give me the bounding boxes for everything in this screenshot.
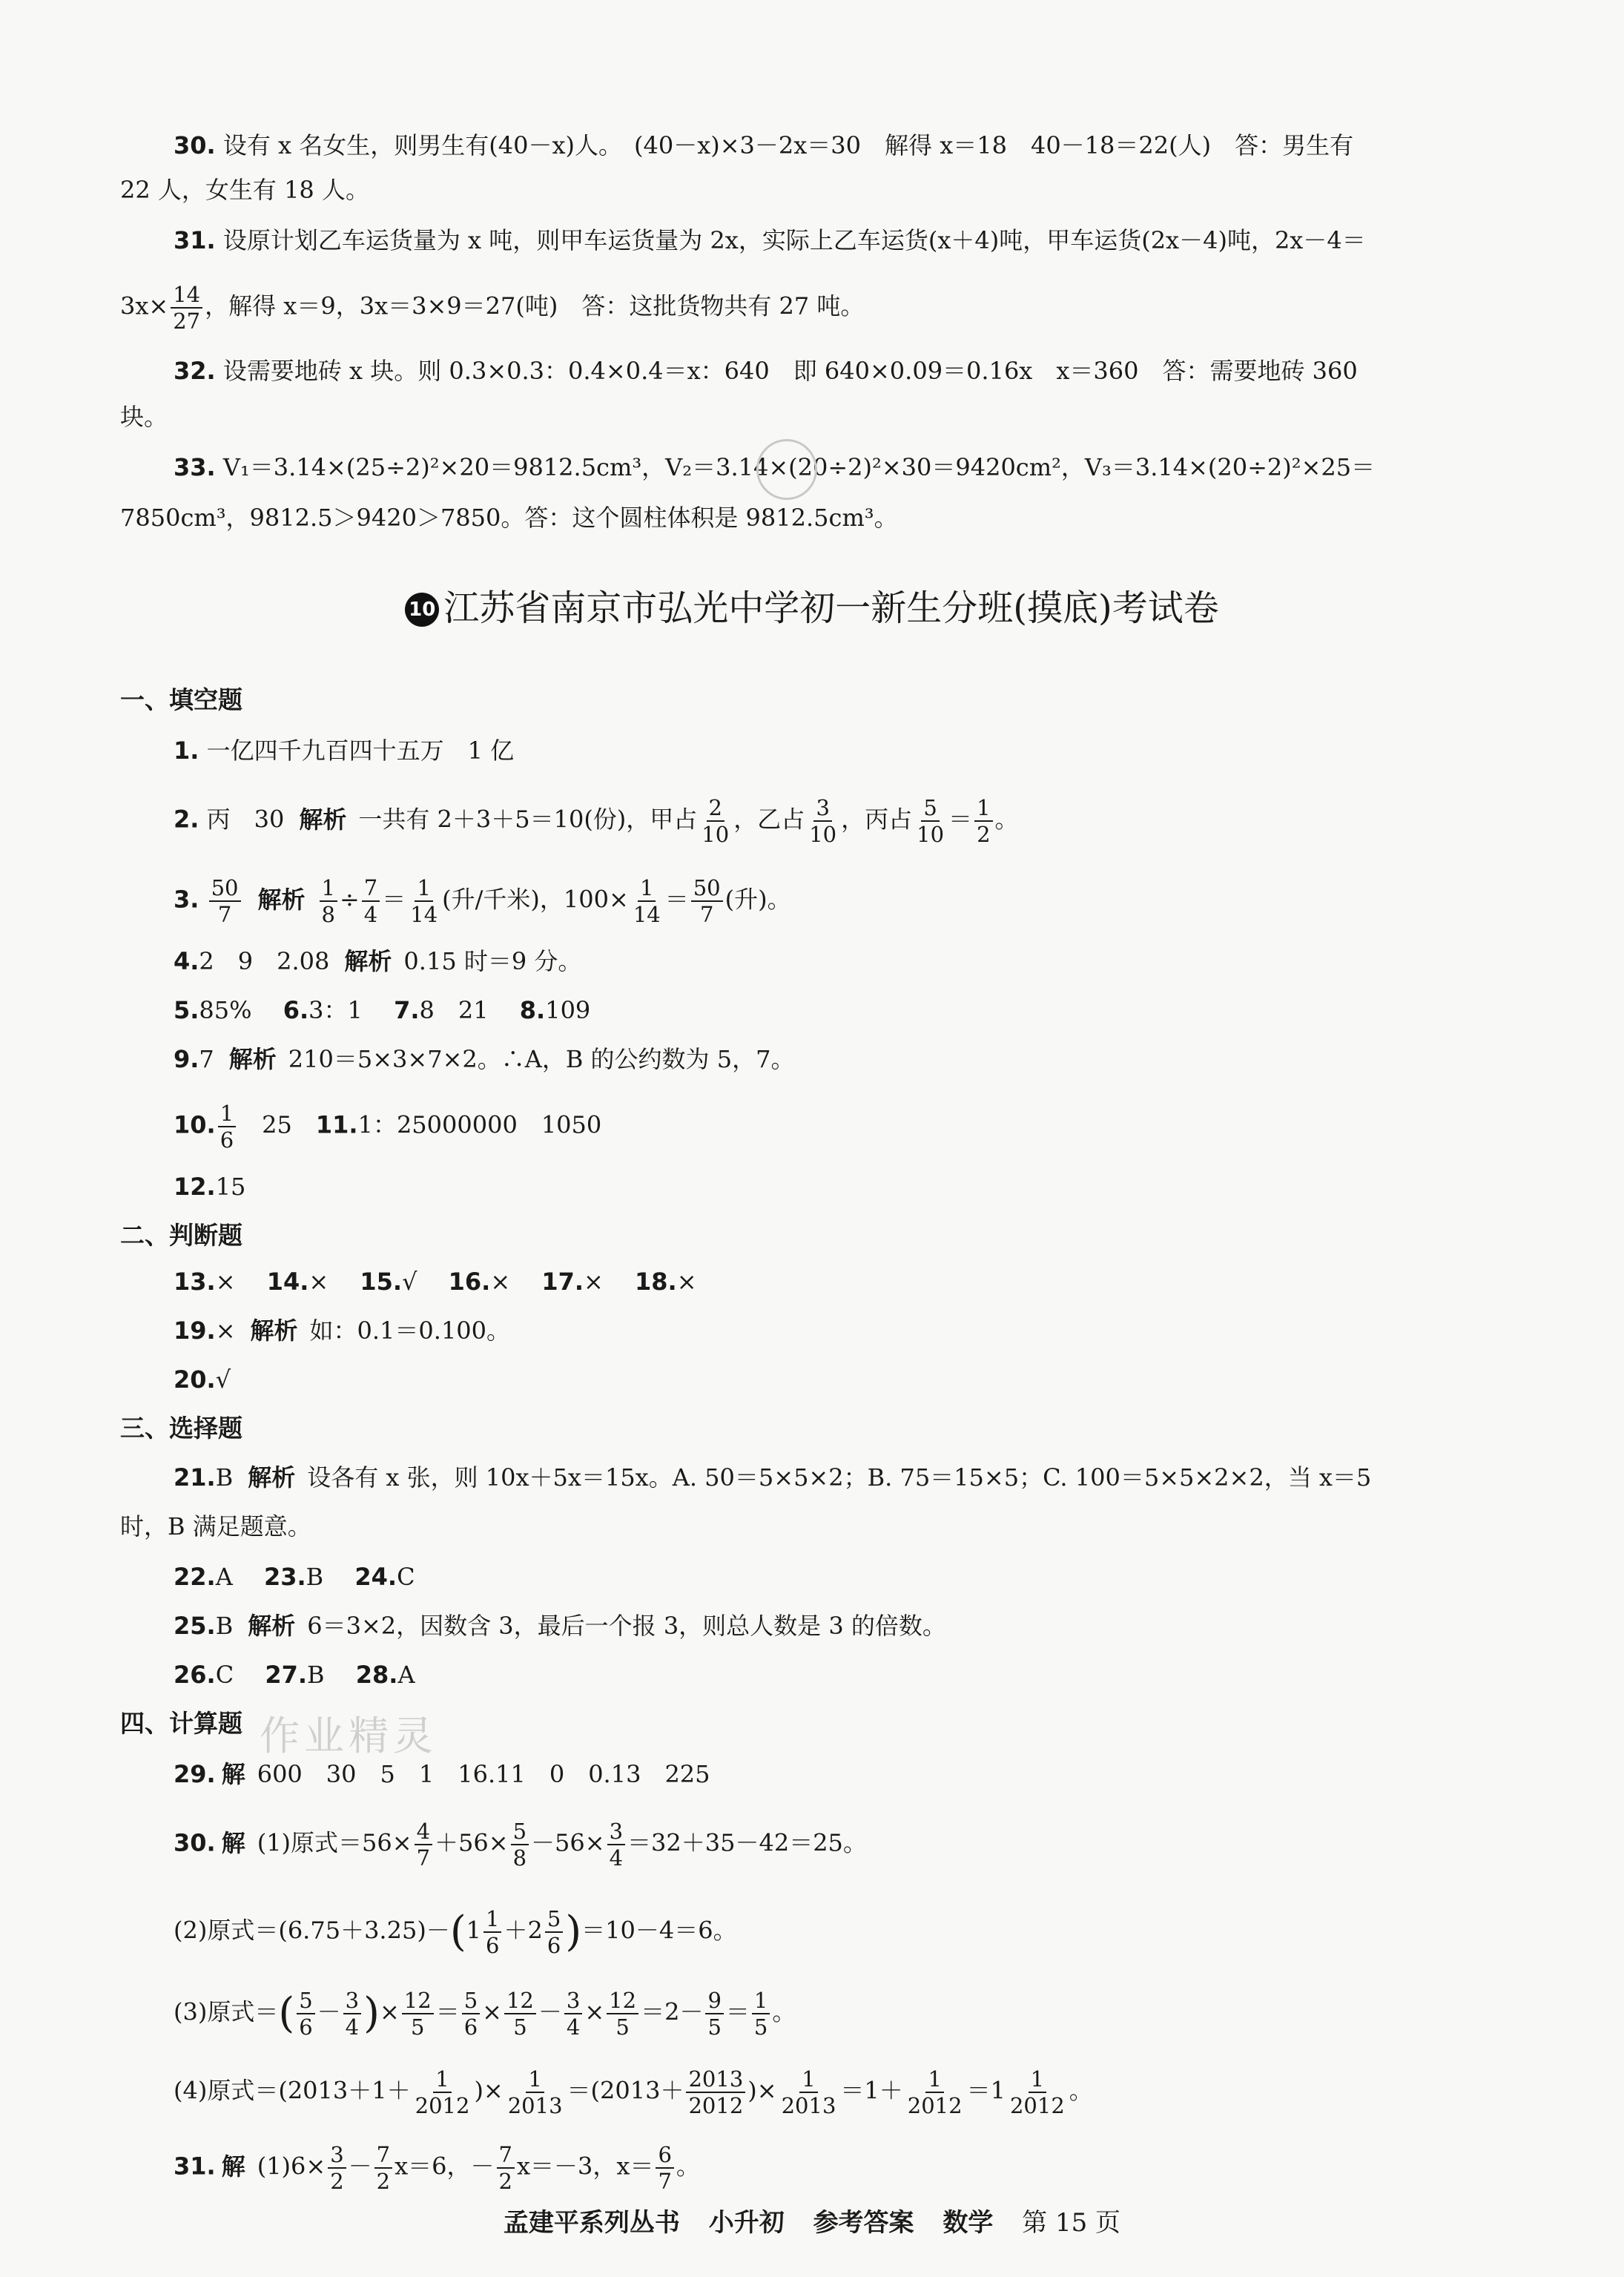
answer-32-top-cont: 块。 (120, 403, 168, 431)
answer-21: 21.B 解析 设各有 x 张，则 10x＋5x＝15x。A. 50＝5×5×2；B. 75＝15×5；C. 100＝5×5×2×2，当 x＝5 (174, 1463, 1372, 1492)
answer-33-top: 33. V₁＝3.14×(25÷2)²×20＝9812.5cm³，V₂＝3.14×(20÷2)²×30＝9420cm²，V₃＝3.14×(20÷2)²×25＝ (174, 453, 1376, 481)
answer-10-11: 10. $\frac{1}{6}$ 25 11.1：25000000 1050 (174, 1101, 602, 1153)
answer-30-2: (2)原式＝(6.75＋3.25)－(1 $\frac{1}{6}$ ＋2 $\frac{5}{6}$ )＝10－4＝6。 (174, 1906, 737, 1958)
answer-30-1: 30. 解 (1)原式＝56× $\frac{4}{7}$ ＋56× $\frac{5}{8}$ －56× $\frac{3}{4}$ ＝32＋35－42＝25。 (174, 1819, 867, 1871)
answer-2: 2. 丙 30 解析 一共有 2＋3＋5＝10(份)，甲占 $\frac{2}{10}$ ，乙占 $\frac{3}{10}$ ，丙占 $\frac{5}{10}$ ＝ $\frac{1}{2}$ 。 (174, 795, 1019, 847)
answer-key-label: 参考答案 (813, 2208, 914, 2238)
answers-26-to-28: 26.C 27.B 28.A (174, 1661, 415, 1689)
answers-22-to-24: 22.A 23.B 24.C (174, 1563, 415, 1591)
answer-1: 1. 一亿四千九百四十五万 1 亿 (174, 737, 515, 765)
answer-30-4: (4)原式＝(2013＋1＋ $\frac{1}{2012}$ )× $\frac{1}{2013}$ ＝(2013＋ $\frac{2013}{2012}$ )× $\frac{1}{2013}$ ＝1＋ $\frac{1}{2012}$ ＝1 $\frac{1}{2012}$ 。 (174, 2066, 1093, 2118)
subject-label: 数学 (943, 2208, 994, 2238)
section-judge: 二、判断题 (120, 1221, 242, 1250)
answer-20: 20.√ (174, 1365, 231, 1394)
answer-21-cont: 时，B 满足题意。 (120, 1512, 311, 1540)
answer-31-1: 31. 解 (1)6× $\frac{3}{2}$ － $\frac{7}{2}$ x＝6，－ $\frac{7}{2}$ x＝－3，x＝ $\frac{6}{7}$ 。 (174, 2142, 700, 2194)
answer-19: 19.× 解析 如：0.1＝0.100。 (174, 1317, 511, 1345)
section-fill-blank: 一、填空题 (120, 685, 242, 714)
answer-33-top-cont: 7850cm³，9812.5＞9420＞7850。答：这个圆柱体积是 9812.5cm³。 (120, 504, 898, 532)
exam-number-badge: 10 (405, 593, 439, 627)
answer-29: 29. 解 600 30 5 1 16.11 0 0.13 225 (174, 1760, 710, 1788)
fraction: $\frac{14}{27}$ (171, 282, 202, 334)
answer-3: 3. $\frac{50}{7}$ 解析 $\frac{1}{8}$ ÷ $\frac{7}{4}$ ＝ $\frac{1}{14}$ (升/千米)，100× $\frac{1}{14}$ ＝ $\frac{50}{7}$ (升)。 (174, 875, 791, 927)
answer-32-top: 32. 设需要地砖 x 块。则 0.3×0.3：0.4×0.4＝x：640 即 640×0.09＝0.16x x＝360 答：需要地砖 360 (174, 357, 1358, 385)
answer-4: 4.2 9 2.08 解析 0.15 时＝9 分。 (174, 947, 582, 975)
exam-title: 10 江苏省南京市弘光中学初一新生分班(摸底)考试卷 (0, 582, 1624, 634)
answer-25: 25.B 解析 6＝3×2，因数含 3，最后一个报 3，则总人数是 3 的倍数。 (174, 1612, 946, 1640)
section-choice: 三、选择题 (120, 1414, 242, 1443)
watermark: 作业精灵 (260, 1713, 438, 1759)
answer-30-3: (3)原式＝( $\frac{5}{6}$ － $\frac{3}{4}$ )× $\frac{12}{5}$ ＝ $\frac{5}{6}$ × $\frac{12}{5}$ － $\frac{3}{4}$ × $\frac{12}{5}$ ＝2－ $\frac{9}{5}$ ＝ $\frac{1}{5}$ 。 (174, 1988, 796, 2040)
grade-label: 小升初 (708, 2208, 785, 2238)
answer-12: 12.15 (174, 1173, 246, 1201)
section-calculation: 四、计算题 (120, 1709, 242, 1738)
page-footer (0, 2204, 1624, 2241)
series-name: 孟建平系列丛书 (503, 2208, 680, 2238)
answers-13-to-18: 13.× 14.× 15.√ 16.× 17.× 18.× (174, 1268, 697, 1296)
answer-31-top: 31. 设原计划乙车运货量为 x 吨，则甲车运货量为 2x，实际上乙车运货(x＋4)吨，甲车运货(2x－4)吨，2x－4＝ (174, 226, 1366, 254)
answer-30-top-cont: 22 人，女生有 18 人。 (120, 176, 369, 204)
page-number: 第 15 页 (1022, 2208, 1121, 2238)
answers-5-to-8: 5.85% 6.3：1 7.8 21 8.109 (174, 996, 591, 1024)
answer-30-top: 30. 设有 x 名女生，则男生有(40－x)人。 (40－x)×3－2x＝30 解得 x＝18 40－18＝22(人) 答：男生有 (174, 131, 1354, 159)
answer-9: 9.7 解析 210＝5×3×7×2。∴A，B 的公约数为 5，7。 (174, 1045, 795, 1073)
answer-31-top-cont: 3x× $\frac{14}{27}$ ，解得 x＝9，3x＝3×9＝27(吨) 答：这批货物共有 27 吨。 (120, 282, 865, 334)
faint-stamp (756, 439, 817, 500)
